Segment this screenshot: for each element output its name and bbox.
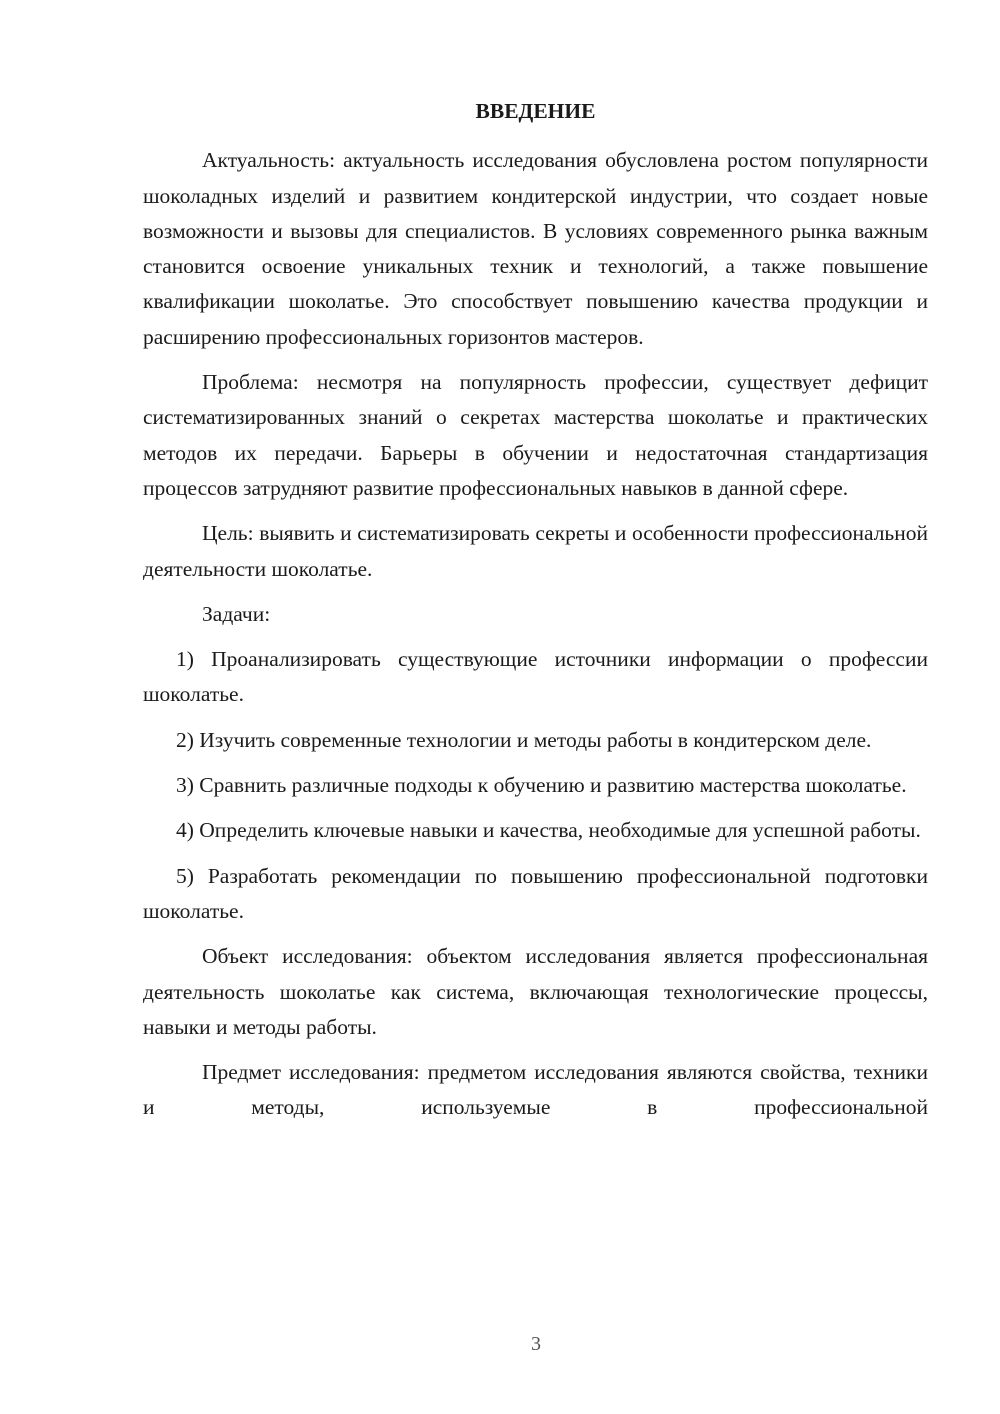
document-page bbox=[143, 94, 928, 1136]
object-paragraph: Объект исследования: объектом исследования является профессиональная деятельность шоколатье как система, включающая технологические процессы, навыки и методы работы. bbox=[143, 944, 928, 1039]
problem-paragraph: Проблема: несмотря на популярность профессии, существует дефицит систематизированных знаний о секретах мастерства шоколатье и практических методов их передачи. Барьеры в обучении и недостаточная стандартизация процессов затрудняют развитие профессиональных навыков в данной сфере. bbox=[143, 370, 928, 500]
task-item-5: 5) Разработать рекомендации по повышению профессиональной подготовки шоколатье. bbox=[143, 863, 928, 923]
page-number: 3 bbox=[531, 1333, 541, 1355]
tasks-heading: Задачи: bbox=[202, 601, 271, 626]
task-item-1: 1) Проанализировать существующие источники информации о профессии шоколатье. bbox=[143, 647, 928, 707]
task-item-2: 2) Изучить современные технологии и методы работы в кондитерском деле. bbox=[176, 727, 872, 752]
goal-paragraph: Цель: выявить и систематизировать секреты и особенности профессиональной деятельности шоколатье. bbox=[143, 521, 928, 581]
subject-paragraph: Предмет исследования: предметом исследования являются свойства, техники и методы, используемые в профессиональной bbox=[143, 1060, 928, 1120]
task-item-4: 4) Определить ключевые навыки и качества, необходимые для успешной работы. bbox=[176, 818, 921, 843]
task-item-3: 3) Сравнить различные подходы к обучению и развитию мастерства шоколатье. bbox=[176, 773, 907, 798]
section-title: ВВЕДЕНИЕ bbox=[475, 99, 596, 123]
relevance-paragraph: Актуальность: актуальность исследования обусловлена ростом популярности шоколадных изделий и развитием кондитерской индустрии, что создает новые возможности и вызовы для специалистов. В условиях современного рынка важным становится освоение уникальных техник и технологий, а также повышение квалификации шоколатье. Это способствует повышению качества продукции и расширению профессиональных горизонтов мастеров. bbox=[143, 148, 928, 349]
